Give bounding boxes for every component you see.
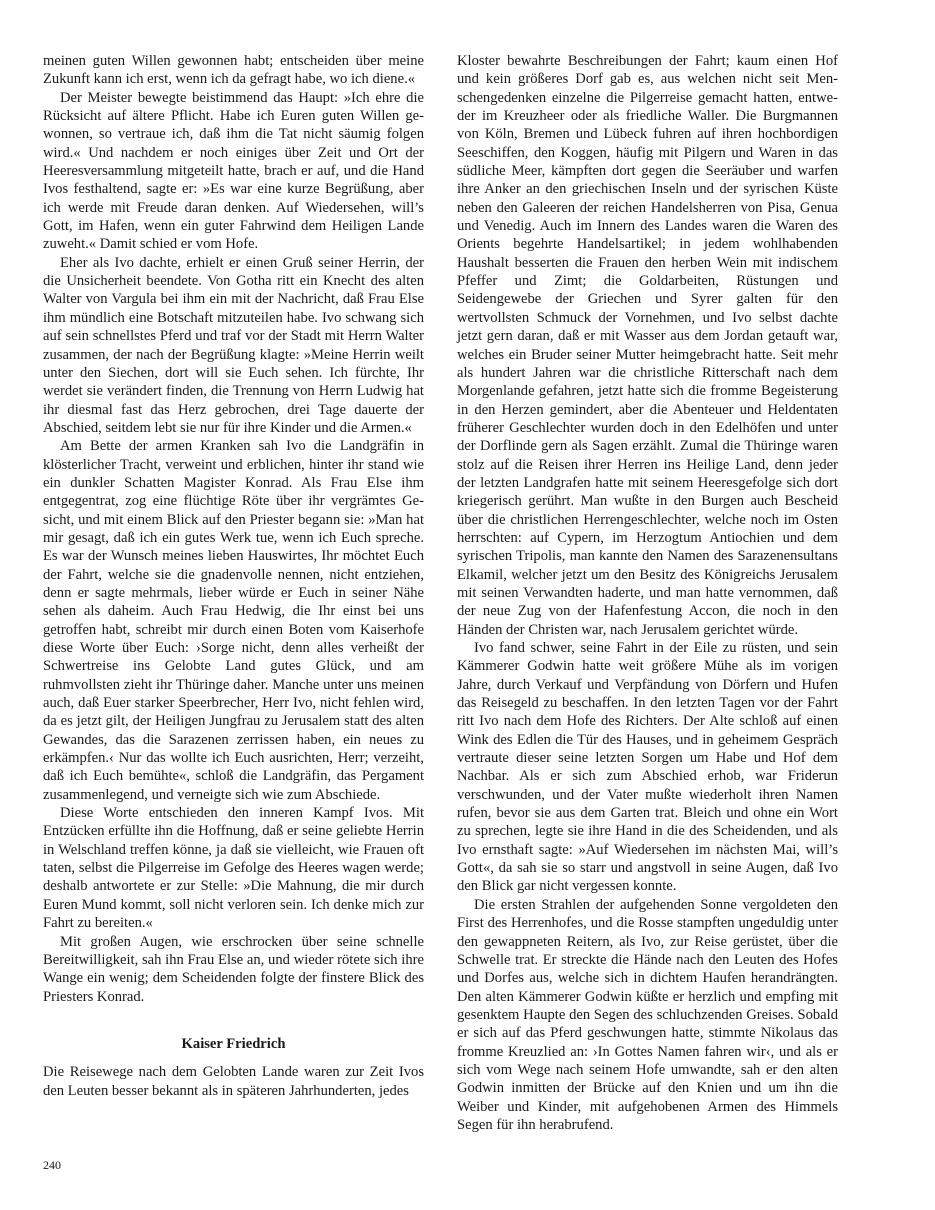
paragraph: Am Bette der armen Kranken sah Ivo die Landgräfin in klösterlicher Tracht, verweint und erblichen, hinter ihr stand wie ein dunkler Schatten Magister Konrad. Als Frau Else ihm entgegentrat, zog eine flüchtige Röte über ihr vergrämtes Gesicht, und mit einem Blick auf den Priester begann sie: »Man hat mir gesagt, daß ich ein gutes Werk tue, wenn ich Euch spreche. Es war der Wunsch meines lieben Hauswirtes, Ihr möchtet Euch der Fahrt, welche sie die gnadenvolle nennen, nicht entziehen, denn er sagte mehrmals, lieber würde er Euch in seiner Nähe sehen als daheim. Auch Frau Hedwig, die Ihr einst bei uns getroffen habt, schreibt mir durch einen Boten vom Kaiserhofe diese Worte über Euch: ›Sorge nicht, denn alles verheißt der Schwertreise ins Gelobte Land gutes Glück, und am ruhmvollsten zieht ihr Thüringe daher. Manche unter uns meinen auch, daß Euer starker Speerbrecher, Herr Ivo, nicht fehlen wird, da es jetzt gilt, der Heiligen Jungfrau zu Jerusalem statt des alten Gewandes, das die Sarazenen zerrissen haben, ein neues zu erkämpfen.‹ Nur das wollte ich Euch ausrichten, Herr; verzeiht, daß ich Euch bemühte«, schloß die Landgräfin, das Pergament zusammenlegend, und verneigte sich wie zum Abschiede. — [43, 438, 424, 803]
paragraph: Die Reisewege nach dem Gelobten Lande waren zur Zeit Ivos den Leuten besser bekannt als in späteren Jahrhunderten, jedes — [43, 1064, 424, 1099]
page-number: 240 — [43, 1158, 61, 1172]
paragraph: Ivo fand schwer, seine Fahrt in der Eile zu rüsten, und sein Kämmerer Godwin hatte weit größere Mühe als im vorigen Jahre, durch Verkauf und Verpfändung von Dörfern und Hufen das Reisegeld zu beschaffen. In den letzten Tagen vor der Fahrt ritt Ivo nach dem Hofe des Richters. Der Alte schloß auf einen Wink des Edlen die Tür des Hauses, und in geheimem Gespräch vertraute dieser seine letzten Sorgen um Habe und Hof dem Nachbar. Als er sich zum Abschied erhob, war Friderun verschwunden, und der Vater mußte wiederholt ihren Namen rufen, bevor sie aus dem Garten trat. Bleich und ohne ein Wort zu sprechen, legte sie ihre Hand in die des Scheidenden, und als Ivo ernsthaft sagte: »Auf Wiedersehen im nächsten Mai, will’s Gott«, da sah sie so starr und angstvoll in seine Augen, daß Ivo den Blick gar nicht vergessen konnte. — [457, 640, 838, 895]
paragraph: Kloster bewahrte Beschreibungen der Fahrt; kaum einen Hof und kein größeres Dorf gab es, aus welchen nicht seit Menschengedenken einzelne die Pilgerreise gemacht hatten, entweder im Kreuzheer oder als friedliche Waller. Die Burgmannen von Köln, Bremen und Lübeck fuhren auf ihren hochbordigen Seeschiffen, den Koggen, häufig mit Pilgern und Waren in das südliche Meer, kämpften dort gegen die Seeräuber und warfen ihre Anker an den griechischen Inseln und der syrischen Küste neben den Galeeren der reichen Handelsherren von Pisa, Genua und Venedig. Auch im Innern des Landes waren die Waren des Orients begehrte Handelsartikel; in jedem wohlhabenden Haushalt besserten die Frauen den herben Wein mit indischem Pfeffer und Zimt; die Goldarbeiten, Rüstungen und Seidengewebe der Griechen und Syrer galten für den wertvollsten Schmuck der Vornehmen, und Ivo selbst dachte jetzt gern daran, daß er mit Wasser aus dem Jordan getauft war, welches ein Bruder seiner Mutter heimgebracht hatte. Seit mehr als hundert Jahren war die christliche Ritterschaft nach dem Morgenlande gefahren, jetzt hatte sich die fromme Begeisterung in den Herzen gemindert, aber die Abenteuer und Heldentaten früherer Geschlechter wurden doch in den Edelhöfen und unter der Dorflinde gern als Sagen erzählt. Zumal die Thüringe waren stolz auf die Reisen ihrer Herren ins Heilige Land, denn jeder der letzten Landgrafen hatte mit seinem Heeresgefolge sich dort kriegerisch gerührt. Man wußte in den Burgen auch Bescheid über die christlichen Herrengeschlechter, welche noch im Osten herrschten: auf Cypern, im Herzogtum Antiochien und dem syrischen Tripolis, man kannte den Namen des Sarazenensultans Elkamil, welcher jetzt um den Besitz des Königreichs Jerusalem mit seinen Verwandten haderte, und man hatte vernommen, daß der neue Zug von der Hafenfestung Accon, die noch in den Händen der Christen war, nach Jerusalem gerichtet würde. — [457, 53, 838, 638]
paragraph: Diese Worte entschieden den inneren Kampf Ivos. Mit Entzücken erfüllte ihn die Hoffnung, daß er seine geliebte Herrin in Welschland treffen könne, ja daß sie vielleicht, wie Frauen oft taten, selbst die Pilgerreise im Gefolge des Heeres wagen werde; deshalb antwortete er zur Stelle: »Die Mahnung, die mir durch Euren Mund kommt, soll nicht verloren sein. Ich denke mich zur Fahrt zu bereiten.« — [43, 805, 424, 932]
paragraph: Mit großen Augen, wie erschrocken über seine schnelle Bereitwilligkeit, sah ihn Frau Else an, und wieder rötete sich ihre Wange ein wenig; dem Scheidenden folgte der finstere Blick des Priesters Konrad. — [43, 933, 424, 1005]
left-column — [43, 52, 424, 1100]
paragraph: Die ersten Strahlen der aufgehenden Sonne vergoldeten den First des Herrenhofes, und die Rosse stampften ungeduldig unter den gewappneten Reitern, als Ivo, zur Reise gerüstet, über die Schwelle trat. Er streckte die Hände nach den Leuten des Hofes und Dorfes aus, welche sich in dichtem Haufen herandrängten. Den alten Kämmerer Godwin küßte er herzlich und empfing mit gesenktem Haupte den Segen des schluchzenden Greises. Sobald er sich auf das Pferd geschwungen hatte, stimmte Nikolaus das fromme Kreuzlied an: ›In Gottes Namen fahren wir‹, und als er sich vom Wege nach seinem Hofe umwandte, sah er den alten Godwin inmitten der Brücke auf den Knien und um ihn die Weiber und Kinder, mit aufgehobenen Armen des Himmels Segen für ihn herabrufend. — [457, 896, 838, 1133]
chapter-heading: Kaiser Friedrich — [181, 1035, 286, 1052]
paragraph: Eher als Ivo dachte, erhielt er einen Gruß seiner Herrin, der die Unsicherheit beendete. Von Gotha ritt ein Knecht des alten Walter von Vargula bei ihm ein mit der Nachricht, daß Frau Else ihm mündlich eine Botschaft mitzuteilen habe. Ivo schwang sich auf sein schnellstes Pferd und traf vor der Stadt mit Herrn Walter zusammen, der nach der Begrüßung klagte: »Meine Herrin weilt unter den Siechen, dort will sie Euch sehen. Ich fürchte, Ihr werdet sie verändert finden, die Trennung von Herrn Ludwig hat ihr diesmal fast das Herz gebrochen, drei Tage dauerte der Abschied, seitdem lebt sie nur für ihre Kinder und die Armen.« — [43, 254, 424, 436]
paragraph: Der Meister bewegte beistimmend das Haupt: »Ich ehre die Rücksicht auf ältere Pflicht. Habe ich Euren guten Willen gewonnen, so vertraue ich, daß ihm die Tat nicht säumig folgen wird.« Und nachdem er noch einiges über Zeit und Ort der Heeresversammlung mitgeteilt hatte, brach er auf, und die Hand Ivos festhaltend, sagte er: »Es war eine kurze Begrüßung, aber ich werde mit Freude daran denken. Auf Wiedersehen, will’s Gott, im Hafen, wenn ein guter Fahrwind dem Heiligen Lande zuweht.« Damit schied er vom Hofe. — [43, 89, 424, 253]
paragraph: meinen guten Willen gewonnen habt; entscheiden über meine Zukunft kann ich erst, wenn ich da gefragt habe, wo ich diene.« — [43, 53, 424, 88]
right-column — [457, 52, 838, 1134]
